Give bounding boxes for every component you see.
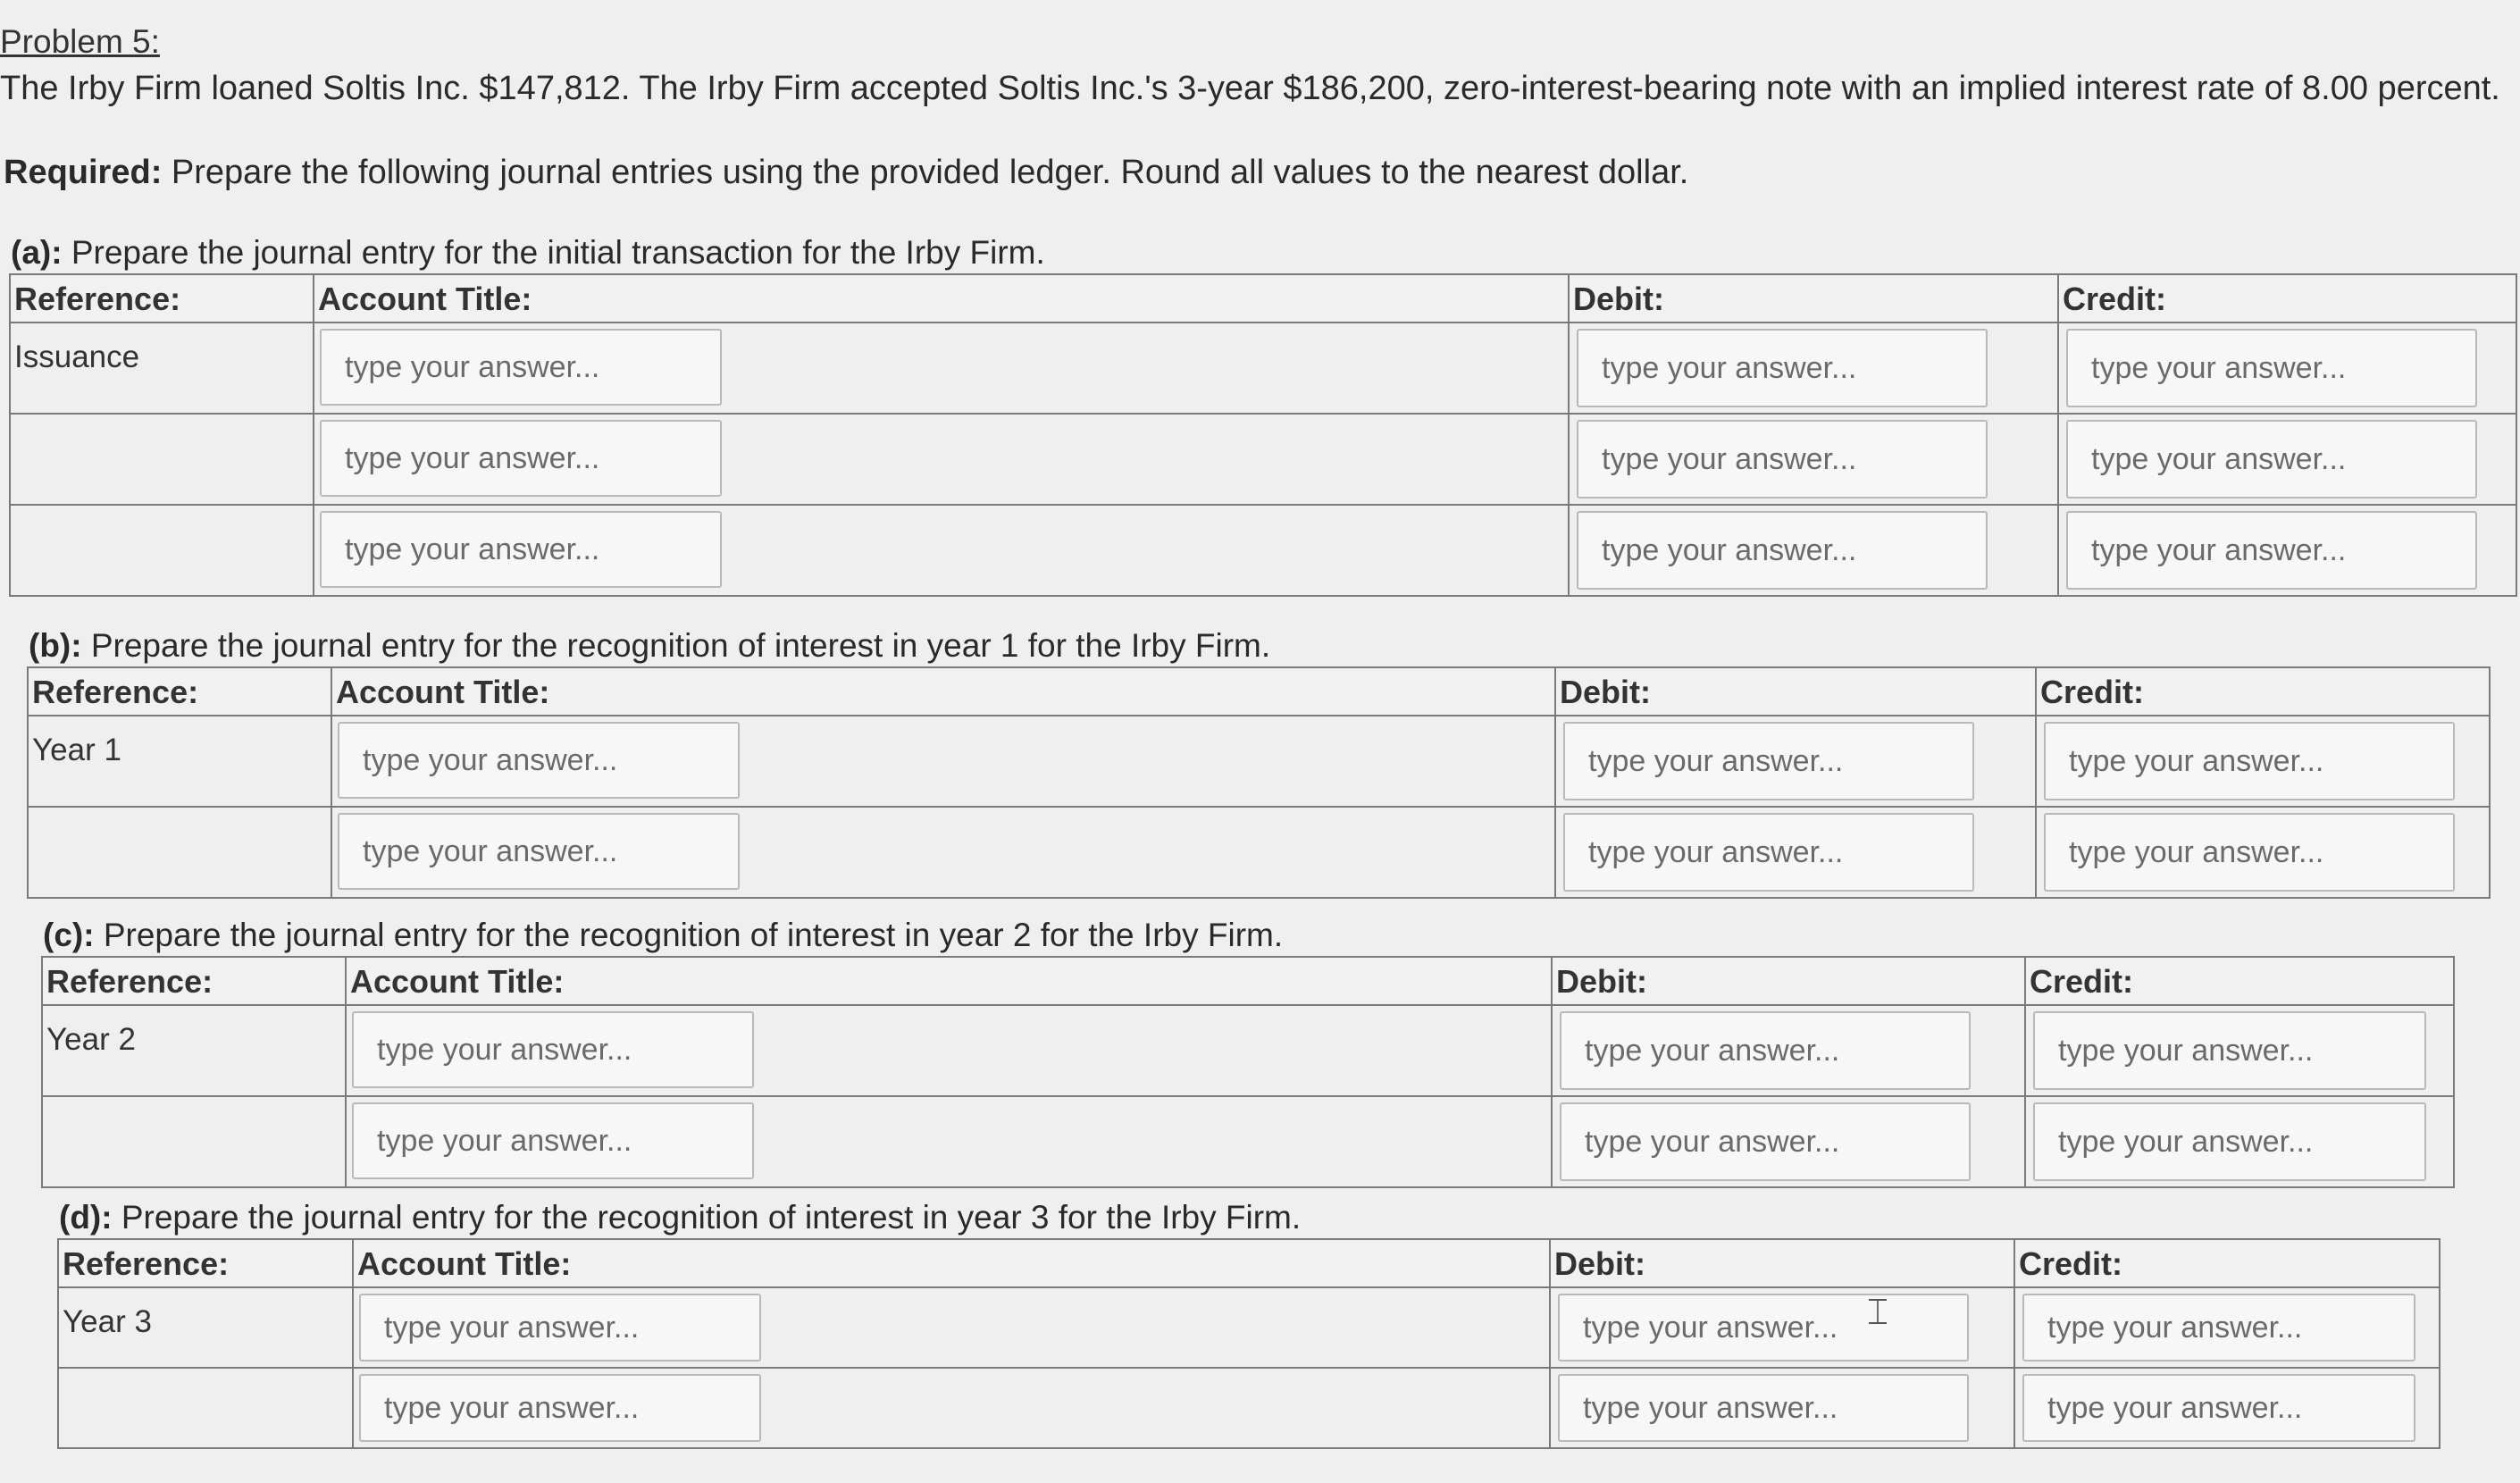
section-label: (b):	[29, 627, 82, 664]
debit-input[interactable]	[1577, 511, 1988, 590]
account-title-input[interactable]	[338, 813, 740, 890]
journal-table	[41, 956, 2455, 1188]
credit-input[interactable]	[2033, 1102, 2426, 1181]
credit-cell	[2058, 505, 2516, 596]
section-label: (a):	[11, 234, 63, 271]
credit-cell	[2058, 323, 2516, 414]
credit-header: Credit:	[2025, 957, 2454, 1005]
reference-cell: Issuance	[10, 323, 314, 414]
credit-input[interactable]	[2033, 1011, 2426, 1090]
table-row	[58, 1368, 2440, 1448]
section-heading-text: Prepare the journal entry for the recognition of interest in year 2 for the Irby Firm.	[94, 917, 1284, 953]
table-header-row	[28, 667, 2490, 716]
section-label: (c):	[43, 917, 95, 953]
reference-cell	[42, 1096, 346, 1187]
journal-table	[9, 273, 2517, 597]
table-header-row	[42, 957, 2454, 1005]
table-row	[28, 807, 2490, 898]
text-cursor-icon: ⌶	[1867, 1292, 1888, 1333]
credit-header: Credit:	[2014, 1239, 2440, 1287]
credit-input[interactable]	[2066, 511, 2477, 590]
credit-input[interactable]	[2044, 813, 2455, 892]
debit-cell	[1550, 1287, 2014, 1368]
reference-cell: Year 1	[28, 716, 331, 807]
reference-cell	[10, 505, 314, 596]
debit-input[interactable]	[1558, 1294, 1969, 1362]
table-row	[10, 414, 2516, 505]
debit-cell	[1569, 505, 2058, 596]
section-heading	[59, 1199, 2440, 1236]
credit-input[interactable]	[2066, 329, 2477, 407]
account-cell	[353, 1368, 1550, 1448]
journal-table	[27, 666, 2491, 899]
reference-cell: Year 3	[58, 1287, 353, 1368]
debit-input[interactable]	[1560, 1011, 1971, 1090]
account-cell	[314, 323, 1569, 414]
account-title-input[interactable]	[352, 1102, 754, 1179]
credit-cell	[2025, 1096, 2454, 1187]
account-cell	[346, 1005, 1552, 1096]
credit-cell	[2025, 1005, 2454, 1096]
credit-input[interactable]	[2044, 722, 2455, 800]
table-header-row	[10, 274, 2516, 323]
account-cell	[314, 414, 1569, 505]
account-cell	[346, 1096, 1552, 1187]
table-row	[42, 1005, 2454, 1096]
section-d	[57, 1199, 2440, 1449]
debit-cell	[1555, 716, 2036, 807]
account-title-input[interactable]	[359, 1294, 761, 1362]
account-cell	[353, 1287, 1550, 1368]
problem-title: Problem 5:	[0, 23, 160, 60]
debit-header: Debit:	[1550, 1239, 2014, 1287]
reference-cell: Year 2	[42, 1005, 346, 1096]
account-cell	[314, 505, 1569, 596]
debit-input[interactable]	[1563, 722, 1974, 800]
section-heading	[43, 917, 2455, 954]
section-heading-text: Prepare the journal entry for the initial transaction for the Irby Firm.	[62, 234, 1045, 271]
credit-cell	[2036, 807, 2490, 898]
debit-cell	[1550, 1368, 2014, 1448]
reference-header: Reference:	[28, 667, 331, 716]
account-cell	[331, 716, 1555, 807]
debit-header: Debit:	[1569, 274, 2058, 323]
account-title-input[interactable]	[338, 722, 740, 799]
debit-input[interactable]	[1560, 1102, 1971, 1181]
debit-cell	[1555, 807, 2036, 898]
section-heading-text: Prepare the journal entry for the recognition of interest in year 3 for the Irby Firm.	[112, 1199, 1302, 1236]
journal-table	[57, 1238, 2440, 1449]
section-a	[9, 234, 2517, 597]
credit-cell	[2014, 1287, 2440, 1368]
table-row	[58, 1287, 2440, 1368]
credit-input[interactable]	[2066, 420, 2477, 499]
credit-header: Credit:	[2058, 274, 2516, 323]
section-c	[41, 917, 2455, 1188]
required-text: Prepare the following journal entries using the provided ledger. Round all values to the nearest dollar.	[162, 154, 1689, 191]
debit-input[interactable]	[1577, 329, 1988, 407]
section-heading	[29, 627, 2491, 665]
debit-input[interactable]	[1558, 1374, 1969, 1442]
required-label: Required:	[4, 154, 163, 191]
debit-cell	[1552, 1005, 2025, 1096]
account-title-header: Account Title:	[346, 957, 1552, 1005]
debit-header: Debit:	[1555, 667, 2036, 716]
reference-cell	[58, 1368, 353, 1448]
account-title-input[interactable]	[320, 511, 722, 588]
credit-cell	[2014, 1368, 2440, 1448]
debit-cell	[1552, 1096, 2025, 1187]
section-b	[27, 627, 2491, 899]
table-row	[10, 323, 2516, 414]
reference-header: Reference:	[10, 274, 314, 323]
account-cell	[331, 807, 1555, 898]
account-title-input[interactable]	[359, 1374, 761, 1442]
account-title-input[interactable]	[320, 329, 722, 406]
table-row	[10, 505, 2516, 596]
required-instructions	[4, 154, 1688, 192]
debit-header: Debit:	[1552, 957, 2025, 1005]
section-heading-text: Prepare the journal entry for the recognition of interest in year 1 for the Irby Firm.	[81, 627, 1271, 664]
section-label: (d):	[59, 1199, 113, 1236]
debit-input[interactable]	[1563, 813, 1974, 892]
debit-cell	[1569, 323, 2058, 414]
credit-input[interactable]	[2022, 1294, 2415, 1362]
reference-header: Reference:	[58, 1239, 353, 1287]
table-header-row	[58, 1239, 2440, 1287]
table-row	[28, 716, 2490, 807]
debit-cell	[1569, 414, 2058, 505]
account-title-input[interactable]	[320, 420, 722, 497]
debit-input[interactable]	[1577, 420, 1988, 499]
problem-statement: The Irby Firm loaned Soltis Inc. $147,812. The Irby Firm accepted Soltis Inc.'s 3-year $186,200, zero-interest-bearing note with an implied interest rate of 8.00 percent.	[0, 70, 2500, 107]
credit-cell	[2058, 414, 2516, 505]
account-title-header: Account Title:	[353, 1239, 1550, 1287]
reference-cell	[28, 807, 331, 898]
account-title-header: Account Title:	[314, 274, 1569, 323]
reference-cell	[10, 414, 314, 505]
credit-header: Credit:	[2036, 667, 2490, 716]
reference-header: Reference:	[42, 957, 346, 1005]
account-title-input[interactable]	[352, 1011, 754, 1088]
account-title-header: Account Title:	[331, 667, 1555, 716]
table-row	[42, 1096, 2454, 1187]
credit-input[interactable]	[2022, 1374, 2415, 1442]
section-heading	[11, 234, 2517, 272]
credit-cell	[2036, 716, 2490, 807]
